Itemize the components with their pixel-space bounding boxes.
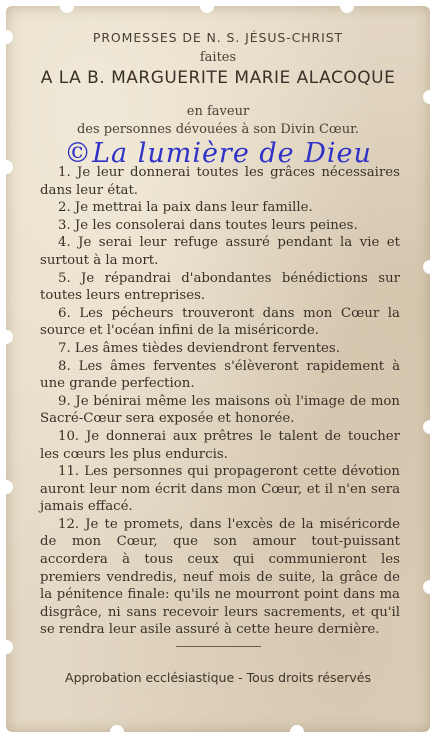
promise-item: 7. Les âmes tièdes deviendront ferventes. (58, 340, 340, 356)
card-title: PROMESSES DE N. S. JÉSUS-CHRIST (92, 30, 344, 45)
divider (176, 646, 261, 647)
promise-item: 12. Je te promets, dans l'excès de la miséricorde de mon Cœur, que son amour tout-puissant accordera à tous ceux qui communieront les premiers vendredis, neuf mois de suite, la grâce de la pénitence finale: qu'ils ne mourront point dans ma disgrâce, ni sans recevoir leurs sacrements, et qu'il se rendra leur asile assuré à cette heure dernière. (40, 516, 400, 638)
promise-item: 5. Je répandrai d'abondantes bénédictions sur toutes leurs entreprises. (40, 270, 400, 304)
edge-notch (290, 725, 304, 739)
promise-item: 2. Je mettrai la paix dans leur famille. (58, 200, 313, 216)
edge-notch (423, 580, 436, 594)
prayer-card (6, 6, 430, 732)
card-subtitle-en-faveur: en faveur (186, 104, 250, 119)
edge-notch (423, 260, 436, 274)
promises-list (40, 164, 400, 639)
card-heading-name: A LA B. MARGUERITE MARIE ALACOQUE (40, 68, 396, 88)
card-subtitle-faites: faites (199, 50, 237, 65)
edge-notch (423, 90, 436, 104)
promise-item: 9. Je bénirai même les maisons où l'image de mon Sacré-Cœur sera exposée et honorée. (40, 393, 400, 427)
card-subtitle-dedication: des personnes dévouées à son Divin Cœur. (76, 122, 360, 137)
promise-item: 11. Les personnes qui propageront cette dévotion auront leur nom écrit dans mon Cœur, et il n'en sera jamais effacé. (40, 464, 400, 515)
promise-item: 8. Les âmes ferventes s'élèveront rapidement à une grande perfection. (40, 358, 400, 392)
promise-item: 6. Les pécheurs trouveront dans mon Cœur la source et l'océan infini de la miséricorde. (40, 305, 400, 339)
edge-notch (423, 420, 436, 434)
card-footer: Approbation ecclésiastique - Tous droits réservés (65, 670, 371, 685)
promise-item: 4. Je serai leur refuge assuré pendant la vie et surtout à la mort. (40, 235, 400, 268)
promise-item: 3. Je les consolerai dans toutes leurs peines. (58, 217, 358, 233)
edge-notch (110, 725, 124, 739)
copyright-watermark: ©La lumière de Dieu (64, 138, 372, 169)
promise-item: 1. Je leur donnerai toutes les grâces nécessaires dans leur état. (40, 165, 400, 198)
promise-item: 10. Je donnerai aux prêtres le talent de toucher les cœurs les plus endurcis. (40, 428, 400, 462)
